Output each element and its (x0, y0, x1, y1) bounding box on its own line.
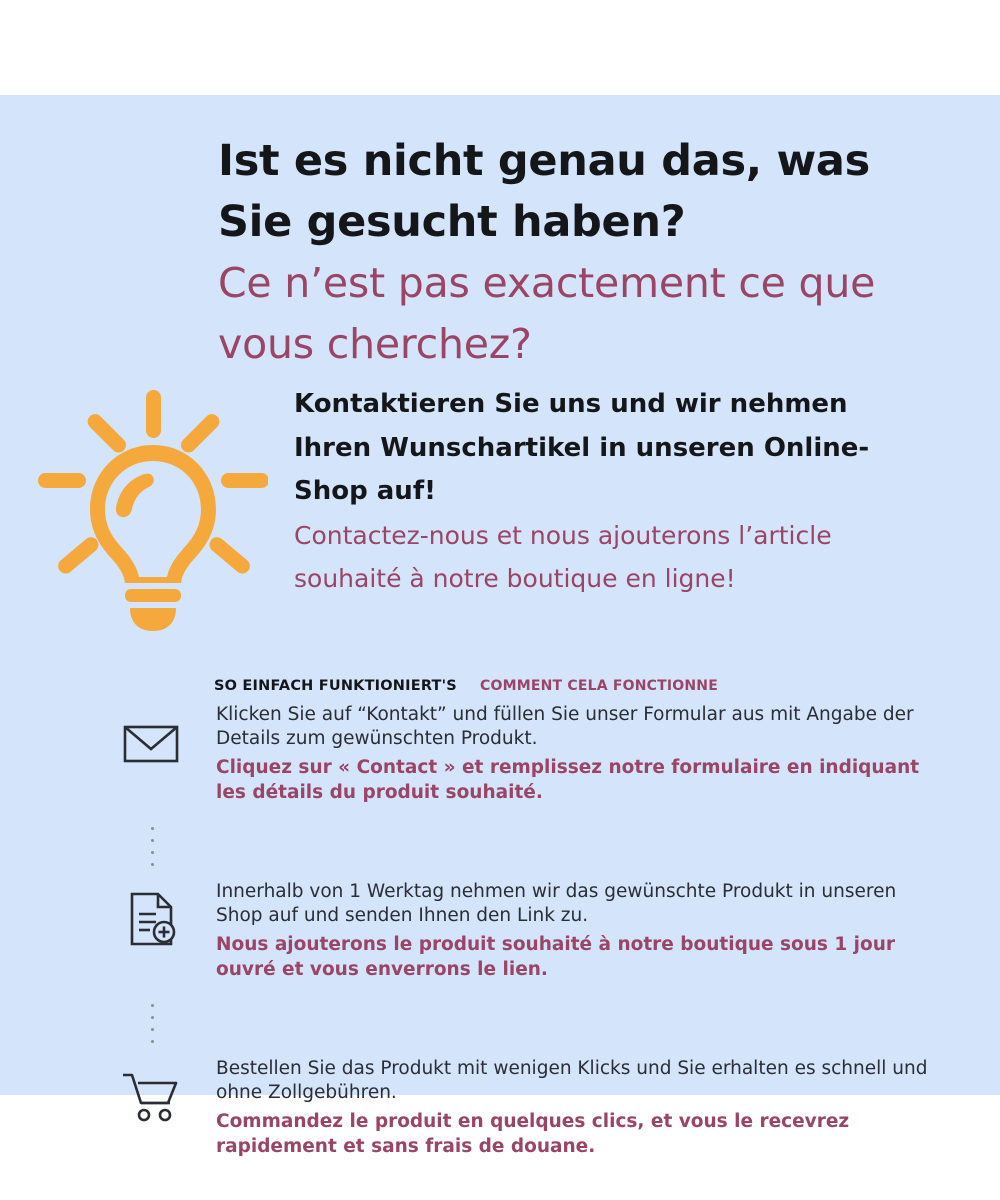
step-german: Klicken Sie auf “Kontakt” und füllen Sie unser Formular aus mit Angabe der Details zum gewünschten Produkt. (216, 704, 914, 750)
intro-block (294, 383, 914, 600)
step-text (216, 1057, 940, 1159)
step-german: Innerhalb von 1 Werktag nehmen wir das gewünschte Produkt in unseren Shop auf und senden Ihnen den Link zu. (216, 881, 897, 927)
step-connector-dots (151, 827, 154, 866)
step-connector-dots (151, 1004, 154, 1043)
step-french: Commandez le produit en quelques clics, et vous le recevrez rapidement et sans frais de douane. (216, 1110, 850, 1157)
step-german: Bestellen Sie das Produkt mit wenigen Klicks und Sie erhalten es schnell und ohne Zollgebühren. (216, 1058, 928, 1104)
envelope-icon (120, 711, 182, 773)
step-text (216, 703, 940, 805)
intro-german: Kontaktieren Sie uns und wir nehmen Ihren Wunschartikel in unseren Online-Shop auf! (294, 389, 870, 507)
list-item (120, 1057, 940, 1175)
list-item (120, 880, 940, 998)
steps-list (120, 703, 940, 1175)
how-it-works-header (214, 675, 718, 694)
headline-block (218, 131, 928, 374)
step-text (216, 880, 940, 982)
intro-french: Contactez-nous et nous ajouterons l’article souhaité à notre boutique en ligne! (294, 521, 832, 594)
document-add-icon (120, 888, 182, 950)
headline-german: Ist es nicht genau das, was Sie gesucht haben? (218, 136, 870, 248)
step-french: Nous ajouterons le produit souhaité à notre boutique sous 1 jour ouvré et vous enverrons le lien. (216, 933, 895, 980)
list-item (120, 703, 940, 821)
shopping-cart-icon (120, 1065, 182, 1127)
lightbulb-icon (38, 390, 268, 635)
how-it-works-label-german: SO EINFACH FUNKTIONIERT'S (214, 678, 457, 694)
how-it-works-label-french: COMMENT CELA FONCTIONNE (480, 678, 718, 694)
headline-french: Ce n’est pas exactement ce que vous cherchez? (218, 259, 876, 368)
step-french: Cliquez sur « Contact » et remplissez notre formulaire en indiquant les détails du produit souhaité. (216, 756, 920, 803)
promo-banner (0, 95, 1000, 1157)
